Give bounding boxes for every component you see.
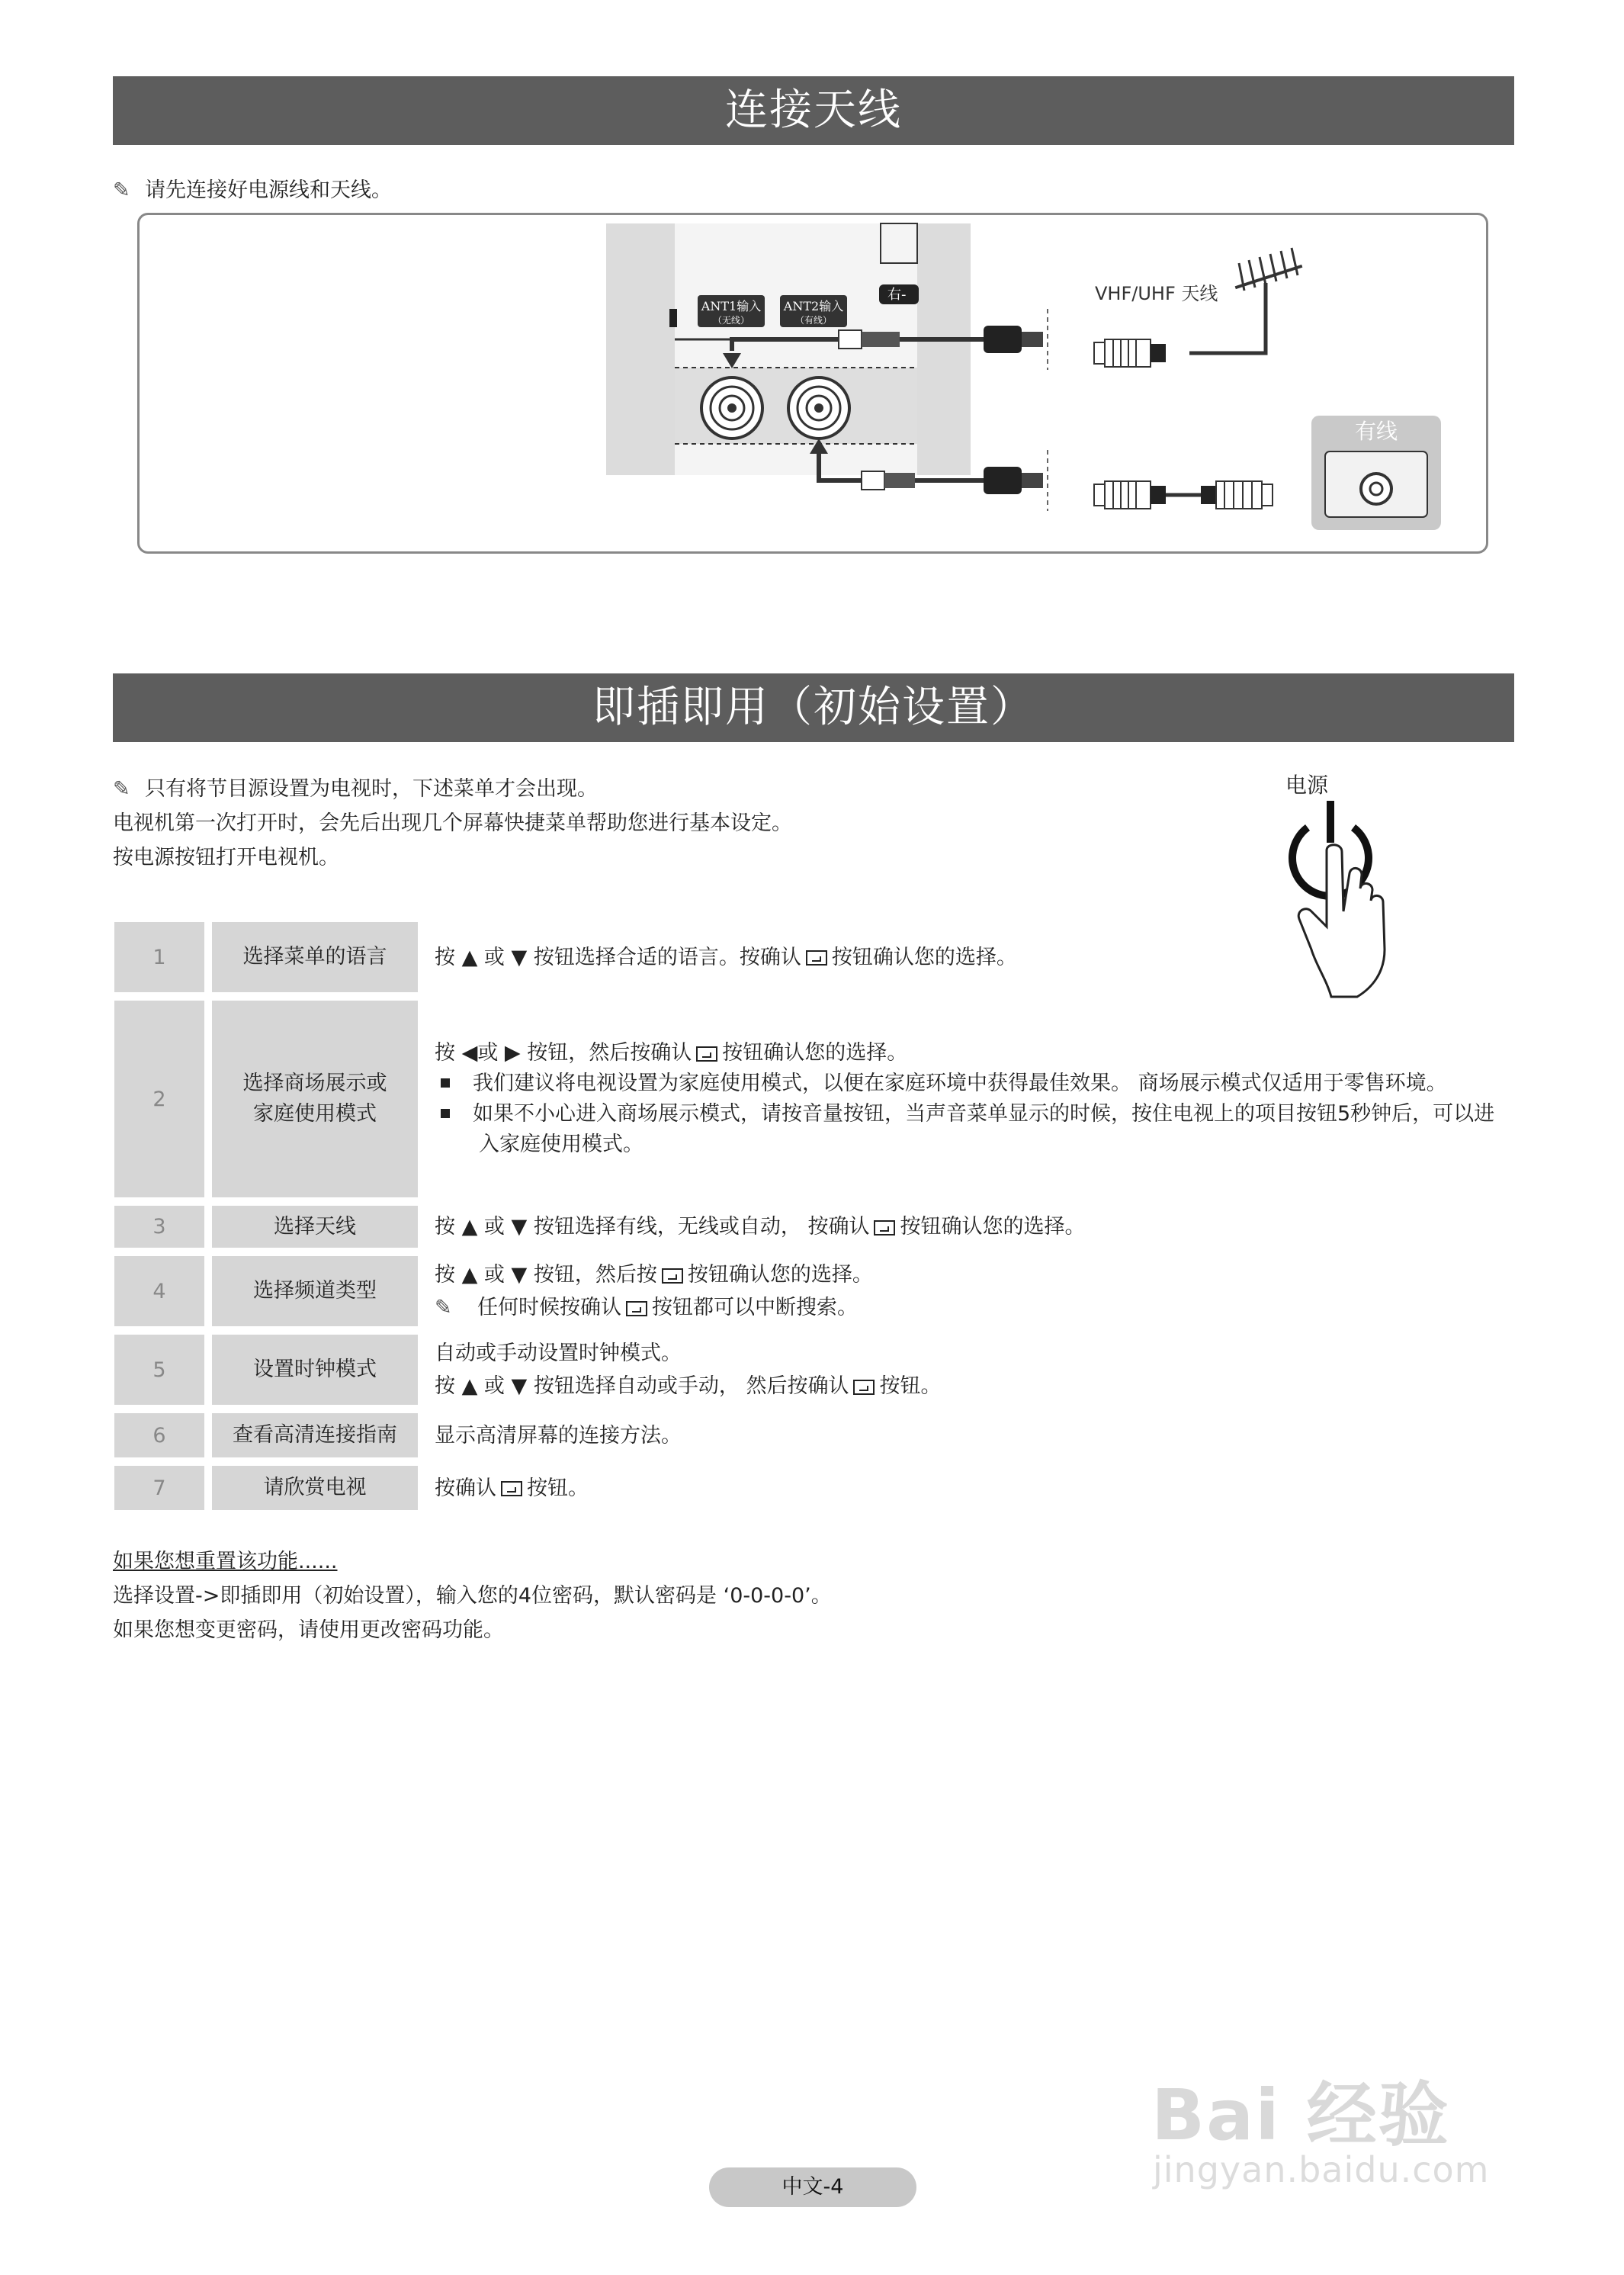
table-row xyxy=(114,922,1517,992)
step-description: 自动或手动设置时钟模式。 按 ▲ 或 ▼ 按钮选择自动或手动， 然后按确认 按钮。 xyxy=(435,1342,942,1398)
ant2-connector-icon xyxy=(788,378,849,439)
coax-cable-icon xyxy=(1094,481,1273,509)
step-description: 按确认 按钮。 xyxy=(435,1476,589,1500)
intro-line-1: 电视机第一次打开时，会先后出现几个屏幕快捷菜单帮助您进行基本设定。 xyxy=(113,811,792,835)
antenna-note: ✎ 请先连接好电源线和天线。 xyxy=(113,178,392,202)
step-number: 7 xyxy=(114,1466,204,1510)
step-label: 选择菜单的语言 xyxy=(212,922,418,992)
vhf-uhf-label: VHF/UHF 天线 xyxy=(1095,283,1218,304)
table-row xyxy=(114,1001,1517,1197)
bullet-icon xyxy=(441,1109,450,1118)
step-label: 选择天线 xyxy=(212,1206,418,1248)
plug-play-note: ✎ 只有将节目源设置为电视时，下述菜单才会出现。 xyxy=(113,777,598,801)
side-tab-label: 右- xyxy=(887,287,907,303)
step-number: 5 xyxy=(114,1335,204,1405)
reset-line-2: 如果您想变更密码，请使用更改密码功能。 xyxy=(113,1618,504,1642)
enter-icon xyxy=(696,1046,717,1062)
enter-icon xyxy=(626,1301,647,1316)
ant1-connector-icon xyxy=(701,378,762,439)
step-label: 设置时钟模式 xyxy=(212,1335,418,1405)
pencil-icon: ✎ xyxy=(435,1296,452,1319)
reset-line-1: 选择设置->即插即用（初始设置），输入您的4位密码，默认密码是 ‘0-0-0-0’。 xyxy=(113,1584,832,1608)
step-label: 查看高清连接指南 xyxy=(212,1413,418,1457)
enter-icon xyxy=(874,1220,895,1236)
ant1-sub: （无线） xyxy=(712,315,750,326)
table-row xyxy=(114,1466,1517,1510)
table-row xyxy=(114,1206,1517,1248)
cable-label: 有线 xyxy=(1354,419,1398,444)
baidu-watermark-logo: Bai 经验 xyxy=(1151,2074,1450,2156)
step-number: 3 xyxy=(114,1206,204,1248)
enter-icon xyxy=(853,1380,875,1395)
page-number: 中文-4 xyxy=(709,2167,916,2207)
step-number: 1 xyxy=(114,922,204,992)
bullet-icon xyxy=(441,1078,450,1088)
step-description: 显示高清屏幕的连接方法。 xyxy=(435,1423,682,1448)
step-description: 按 ◀或 ▶ 按钮，然后按确认 按钮确认您的选择。 我们建议将电视设置为家庭使用模式，以便在家庭环境中获得最佳效果。 商场展示模式仅适用于零售环境。 如果不小心进入商场展示模式，请按音量按钮，当声音菜单显示的时候，按住电视上的项目按钮5秒钟后，可以进入家庭使用模式。 xyxy=(435,1041,1495,1156)
section-title-plug-and-play: 即插即用（初始设置） xyxy=(113,673,1514,742)
baidu-watermark-url: jingyan.baidu.com xyxy=(1153,2149,1490,2190)
step-label: 选择商场展示或 家庭使用模式 xyxy=(212,1001,418,1197)
plug-icon-lower xyxy=(984,467,1022,494)
step-label: 选择频道类型 xyxy=(212,1256,418,1326)
step-number: 4 xyxy=(114,1256,204,1326)
table-row xyxy=(114,1413,1517,1457)
reset-instructions xyxy=(113,1544,832,1647)
cable-socket-icon xyxy=(1361,474,1391,504)
setup-steps-table xyxy=(114,914,1517,1518)
antenna-connection-diagram xyxy=(595,217,1487,553)
power-label: 电源 xyxy=(1285,773,1329,798)
ant1-label: ANT1输入 xyxy=(701,299,762,313)
step-number: 2 xyxy=(114,1001,204,1197)
intro-line-2: 按电源按钮打开电视机。 xyxy=(113,846,339,869)
step-number: 6 xyxy=(114,1413,204,1457)
reset-heading: 如果您想重置该功能...... xyxy=(113,1550,338,1573)
step-description: 按 ▲ 或 ▼ 按钮选择有线，无线或自动， 按确认 按钮确认您的选择。 xyxy=(435,1215,1086,1239)
step-label: 请欣赏电视 xyxy=(212,1466,418,1510)
coax-plug-icon-vhf xyxy=(1094,339,1166,367)
step-description: 按 ▲ 或 ▼ 按钮选择合适的语言。按确认 按钮确认您的选择。 xyxy=(435,945,1017,969)
enter-icon xyxy=(501,1481,522,1496)
section-title-antenna: 连接天线 xyxy=(113,76,1514,145)
step-description: 按 ▲ 或 ▼ 按钮，然后按 按钮确认您的选择。 ✎ 任何时候按确认 按钮都可以中断搜索。 xyxy=(435,1256,1517,1326)
enter-icon xyxy=(662,1268,683,1284)
ant2-sub: （有线） xyxy=(794,315,833,326)
ant2-label: ANT2输入 xyxy=(783,299,844,313)
pencil-icon: ✎ xyxy=(113,178,130,202)
pencil-icon: ✎ xyxy=(113,777,130,801)
table-row xyxy=(114,1256,1517,1326)
plug-icon-upper xyxy=(984,326,1022,353)
enter-icon xyxy=(806,950,827,966)
table-row xyxy=(114,1335,1517,1405)
